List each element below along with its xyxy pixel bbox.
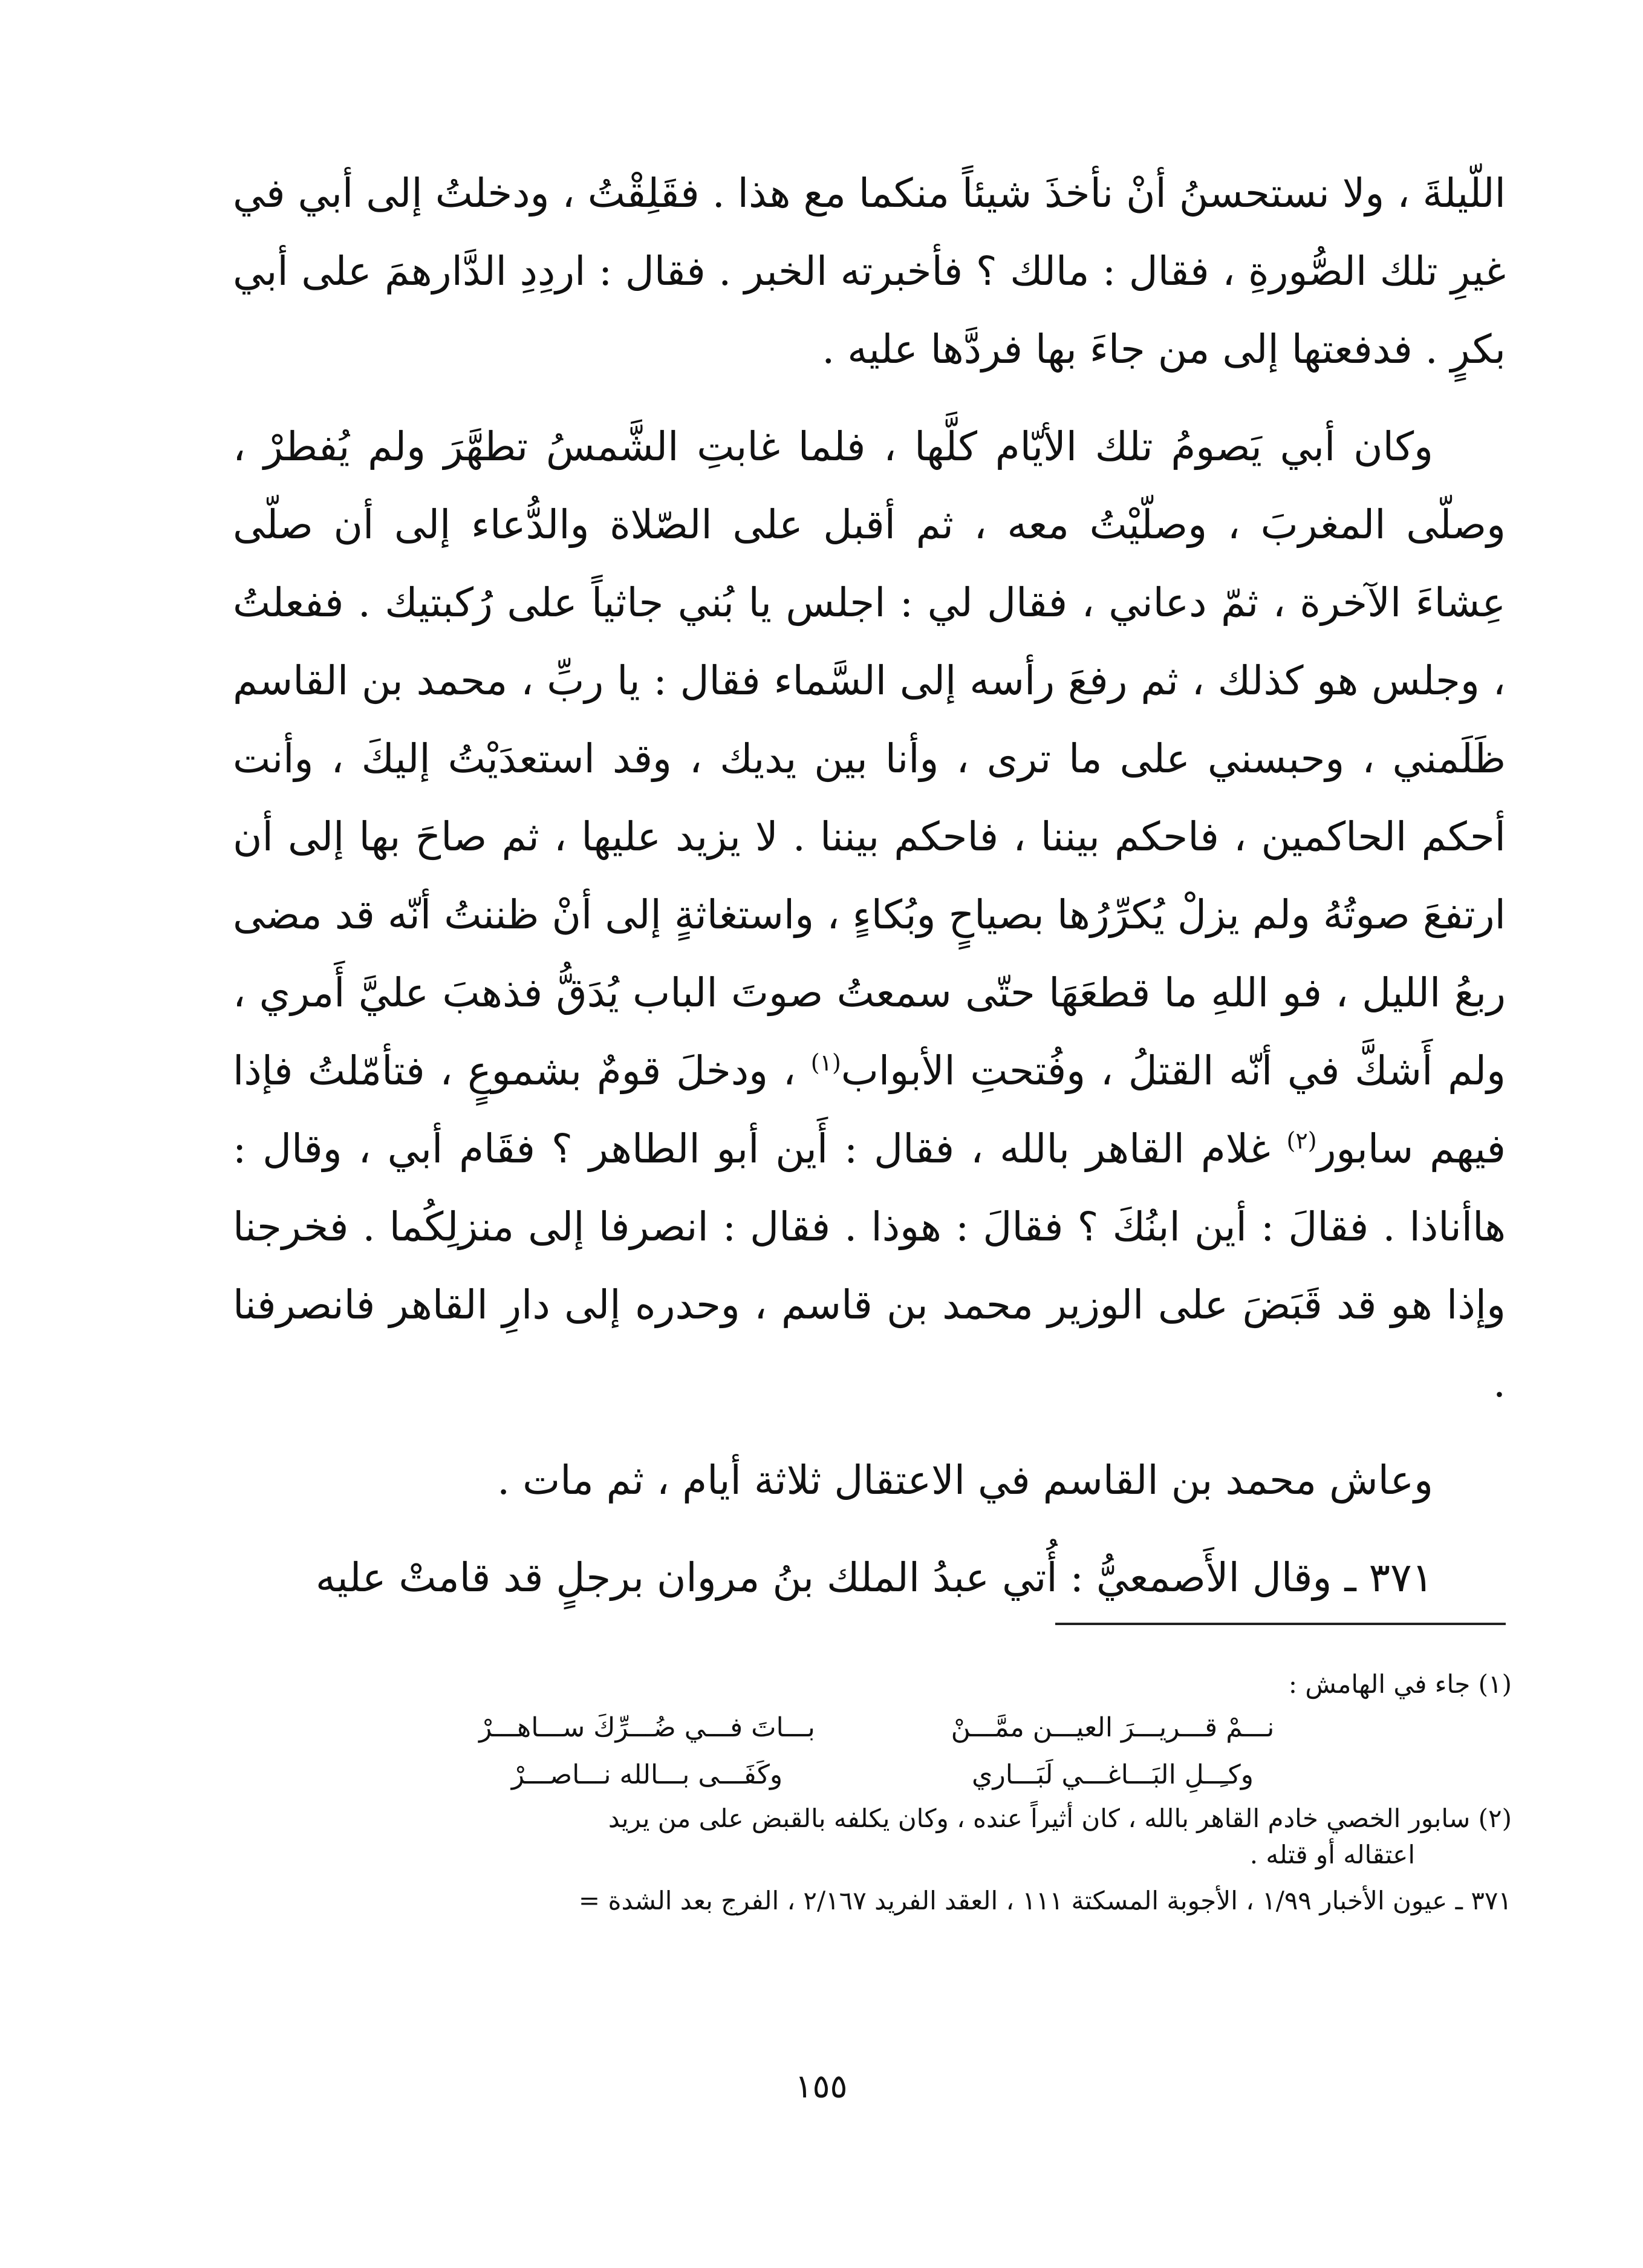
source-references: ٣٧١ ـ عيون الأخبار ١/٩٩ ، الأجوبة المسكتة ١١١ ، العقد الفريد ٢/١٦٧ ، الفرج بعد الشدة = xyxy=(578,1886,1512,1915)
footnote-ref-1[interactable]: (١) xyxy=(810,1049,841,1076)
paragraph-3-text: وعاش محمد بن القاسم في الاعتقال ثلاثة أيام ، ثم مات . xyxy=(497,1457,1433,1504)
footnote-ref-2[interactable]: (٢) xyxy=(1286,1127,1317,1154)
paragraph-1 xyxy=(233,154,1506,388)
paragraph-4-text: ٣٧١ ـ وقال الأَصمعيُّ : أُتي عبدُ الملك بنُ مروان برجلٍ قد قامتْ عليه xyxy=(315,1554,1433,1601)
footnote-1-label: (١) جاء في الهامش : xyxy=(1288,1669,1512,1699)
paragraph-1-text: اللّيلةَ ، ولا نستحسنُ أنْ نأخذَ شيئاً منكما مع هذا . فقَلِقْتُ ، ودخلتُ إلى أبي في غيرِ تلك الصُّورةِ ، فقال : مالك ؟ فأخبرته الخبر . فقال : اردِدِ الدَّارهمَ على أبي بكرٍ . فدفعتها إلى من جاءَ بها فردَّها عليه . xyxy=(233,170,1506,373)
paragraph-2 xyxy=(233,408,1506,1422)
main-text xyxy=(233,154,1506,1617)
verse-2-right-hemistich: وكـِــلِ البَـــاغـــي لَبَـــاري xyxy=(972,1759,1254,1790)
paragraph-2-text-b: ، ودخلَ قومٌ بشموعٍ ، فتأمّلتُ فإذا فيهم سابور xyxy=(233,1048,1506,1172)
paragraph-3 xyxy=(233,1441,1506,1519)
footnote-2-line-1: (٢) سابور الخصي خادم القاهر بالله ، كان أثيراً عنده ، وكان يكلفه بالقبض على من يريد xyxy=(608,1804,1512,1833)
footnotes xyxy=(224,1666,1512,1919)
page-number: ١٥٥ xyxy=(795,2067,848,2105)
footnote-2-line-2: اعتقاله أو قتله . xyxy=(1249,1840,1415,1869)
paragraph-2-text-c: غلام القاهر بالله ، فقال : أَين أبو الطاهر ؟ فقَام أبي ، وقال : هاأناذا . فقالَ : أين ابنُكَ ؟ فقالَ : هوذا . فقال : انصرفا إلى منزلِكُما . فخرجنا وإذا هو قد قَبَضَ على الوزير محمد بن قاسم ، وحدره إلى دارِ القاهر فانصرفنا . xyxy=(233,1126,1506,1406)
verse-1-left-hemistich: بـــاتَ فـــي ضُـــرِّكَ ســـاهـــرْ xyxy=(479,1712,815,1743)
verse-line-2 xyxy=(224,1753,1512,1797)
verse-line-1 xyxy=(224,1706,1512,1750)
verse-1-right-hemistich: نـــمْ قـــريـــرَ العيـــن ممَّـــنْ xyxy=(951,1712,1275,1743)
verse-2-left-hemistich: وكَفَـــى بـــالله نـــاصـــرْ xyxy=(511,1759,783,1790)
paragraph-2-text-a: وكان أبي يَصومُ تلك الأيّام كلَّها ، فلما غابتِ الشَّمسُ تطهَّرَ ولم يُفطرْ ، وصلّى المغربَ ، وصلّيْتُ معه ، ثم أقبل على الصّلاة والدُّعاء إلى أن صلّى عِشاءَ الآخرة ، ثمّ دعاني ، فقال لي : اجلس يا بُني جاثياً على رُكبتيك . ففعلتُ ، وجلس هو كذلك ، ثم رفعَ رأسه إلى السَّماء فقال : يا ربِّ ، محمد بن القاسم ظَلَمني ، وحبسني على ما ترى ، وأنا بين يديك ، وقد استعدَيْتُ إليكَ ، وأنت أحكم الحاكمين ، فاحكم بيننا ، فاحكم بيننا . لا يزيد عليها ، ثم صاحَ بها إلى أن ارتفعَ صوتُهُ ولم يزلْ يُكرِّرُها بصياحٍ وبُكاءٍ ، واستغاثةٍ إلى أنْ ظننتُ أنّه قد مضى ربعُ الليل ، فو اللهِ ما قطعَهَا حتّى سمعتُ صوتَ الباب يُدَقُّ فذهبَ عليَّ أَمري ، ولم أَشكَّ في أنّه القتلُ ، وفُتحتِ الأبواب xyxy=(233,423,1506,1094)
footnote-separator xyxy=(1055,1623,1506,1625)
paragraph-4 xyxy=(233,1539,1506,1617)
